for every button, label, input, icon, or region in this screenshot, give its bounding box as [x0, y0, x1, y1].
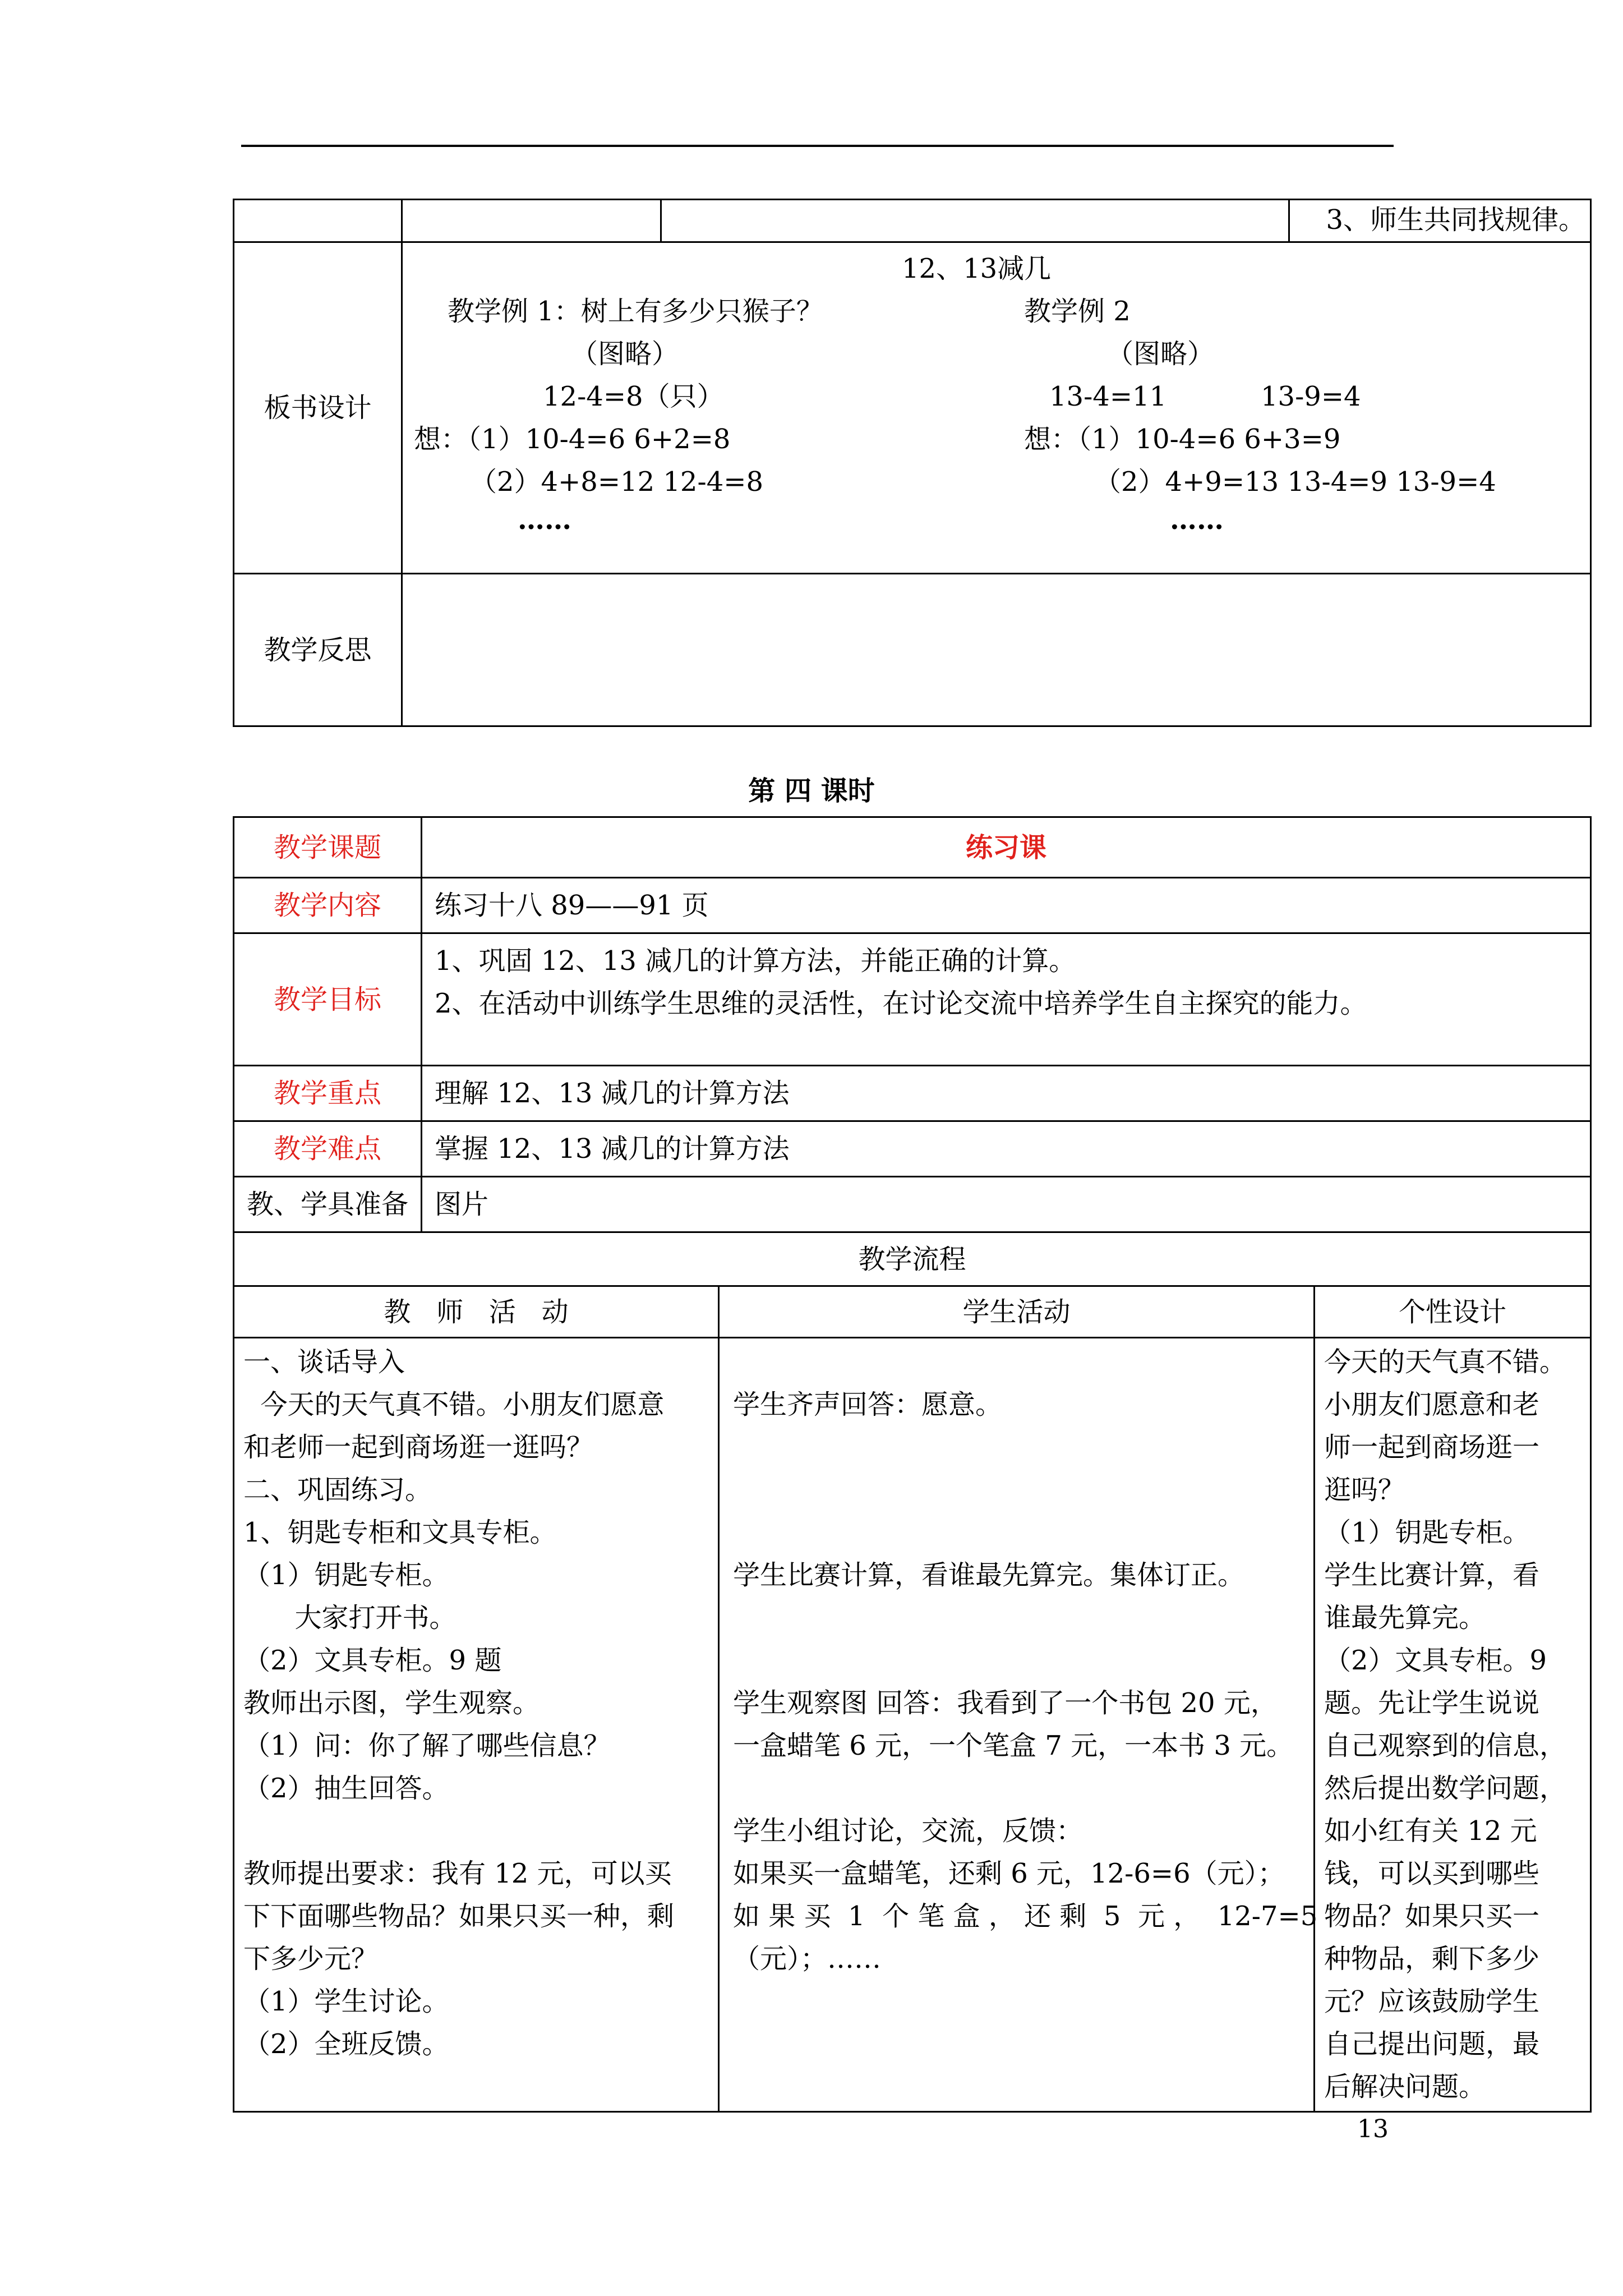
- board-design-content: [402, 242, 1591, 574]
- student-activity-line: 一盒蜡笔 6 元，一个笔盒 7 元，一本书 3 元。: [733, 1730, 1294, 1761]
- top-table: [233, 199, 1592, 727]
- teacher-activity-line: （1）问：你了解了哪些信息？: [243, 1730, 611, 1761]
- teacher-activity-line: 下多少元？: [243, 1943, 379, 1975]
- student-activity-line: [733, 1767, 1302, 1810]
- personal-design-line: 今天的天气真不错。: [1324, 1346, 1567, 1378]
- board-title: 12、13减几: [902, 253, 1052, 284]
- board-left-think-1: 想：（1）10-4=6 6+2=8: [414, 424, 731, 455]
- personal-design-line: 自己提出问题，最: [1324, 2028, 1540, 2060]
- student-activity-line: 学生小组讨论，交流，反馈：: [733, 1815, 1083, 1847]
- teacher-activity-line: 下下面哪些物品？如果只买一种，剩: [243, 1901, 675, 1932]
- teacher-activity-line: 一、谈话导入: [243, 1346, 405, 1378]
- student-activity-cell: [719, 1338, 1318, 2112]
- student-activity-line: [733, 1426, 1302, 1469]
- board-left-equation: 12-4=8（只）: [543, 381, 724, 412]
- flow-title: 教学流程: [234, 1232, 1591, 1286]
- student-activity-header: 学生活动: [719, 1286, 1315, 1338]
- teacher-activity-line: 和老师一起到商场逛一逛吗？: [243, 1432, 594, 1463]
- top-row-0: [234, 200, 1591, 242]
- personal-design-line: 逛吗？: [1324, 1474, 1405, 1506]
- teacher-activity-line: 教师出示图，学生观察。: [243, 1687, 540, 1719]
- content-value: 练习十八 89——91 页: [422, 878, 1591, 933]
- student-activity-line: 如果买一盒蜡笔，还剩 6 元，12-6=6（元）；: [733, 1858, 1285, 1889]
- board-right-equation-1: 13-4=11: [1049, 381, 1167, 412]
- student-activity-line: [733, 1341, 1302, 1383]
- flow-title-row: [234, 1232, 1591, 1286]
- flow-body-row: [234, 1338, 1591, 2112]
- board-left-figure: （图略）: [571, 338, 679, 370]
- lesson-table: [233, 816, 1592, 2113]
- reflection-label: 教学反思: [234, 574, 402, 726]
- board-design-row: [234, 242, 1591, 574]
- board-right-think-2: （2）4+9=13 13-4=9 13-9=4: [1094, 466, 1496, 498]
- personal-design-line: 钱，可以买到哪些: [1324, 1858, 1540, 1889]
- topic-label: 教学课题: [234, 817, 422, 878]
- teacher-activity-lines: [243, 1341, 709, 2065]
- personal-design-line: （2）文具专柜。9: [1324, 1645, 1547, 1676]
- student-activity-line: 学生比赛计算，看谁最先算完。集体订正。: [733, 1559, 1245, 1591]
- student-activity-line: [733, 1596, 1302, 1639]
- personal-design-line: 小朋友们愿意和老: [1324, 1389, 1540, 1420]
- personal-design-line: 元？应该鼓励学生: [1324, 1986, 1540, 2017]
- goals-value: [422, 933, 1591, 1066]
- personal-design-line: 学生比赛计算，看: [1324, 1559, 1540, 1591]
- teacher-activity-line: 教师提出要求：我有 12 元，可以买: [243, 1858, 672, 1889]
- goal-line-1: 1、巩固 12、13 减几的计算方法，并能正确的计算。: [435, 945, 1076, 977]
- board-design-label: 板书设计: [234, 242, 402, 574]
- teacher-activity-line: （2）文具专柜。9 题: [243, 1645, 502, 1676]
- materials-label: 教、学具准备: [234, 1177, 422, 1232]
- lesson-row-difficulty: [234, 1121, 1591, 1177]
- student-activity-line: （元）；……: [733, 1943, 882, 1975]
- board-right-think-1: 想：（1）10-4=6 6+3=9: [1024, 424, 1341, 455]
- board-right-example: 教学例 2: [1024, 296, 1131, 327]
- rule-step-text: 3、师生共同找规律。: [1289, 200, 1591, 242]
- personal-design-line: 物品？如果只买一: [1324, 1901, 1540, 1932]
- teacher-activity-line: （1）学生讨论。: [243, 1986, 449, 2017]
- teacher-activity-cell: [234, 1338, 719, 2112]
- lesson-row-content: [234, 878, 1591, 933]
- personal-design-line: 题。先让学生说说: [1324, 1687, 1540, 1719]
- personal-design-line: 然后提出数学问题，: [1324, 1773, 1567, 1804]
- topic-value: 练习课: [422, 817, 1591, 878]
- header-rule: [241, 145, 1394, 147]
- reflection-content: [402, 574, 1591, 726]
- teacher-activity-line: [243, 1810, 709, 1852]
- personal-design-line: 谁最先算完。: [1324, 1602, 1486, 1634]
- goals-label: 教学目标: [234, 933, 422, 1066]
- teacher-activity-line: 大家打开书。: [243, 1602, 457, 1634]
- personal-design-header: 个性设计: [1315, 1286, 1591, 1338]
- teacher-activity-line: 1、钥匙专柜和文具专柜。: [243, 1517, 557, 1548]
- board-right-figure: （图略）: [1106, 338, 1215, 370]
- flow-header-row: [234, 1286, 1591, 1338]
- personal-design-line: 后解决问题。: [1324, 2071, 1486, 2102]
- personal-design-line: 师一起到商场逛一: [1324, 1432, 1540, 1463]
- teacher-activity-header: 教 师 活 动: [234, 1286, 719, 1338]
- top-row0-cell1: [234, 200, 402, 242]
- reflection-row: [234, 574, 1591, 726]
- student-activity-line: 如 果 买 1 个 笔 盒 ， 还 剩 5 元 ， 12-7=5: [733, 1901, 1318, 1932]
- student-activity-lines: [733, 1341, 1318, 1980]
- materials-value: 图片: [422, 1177, 1591, 1232]
- board-left-example: 教学例 1：树上有多少只猴子？: [448, 296, 823, 327]
- top-row0-cell2: [402, 200, 661, 242]
- student-activity-line: 学生齐声回答：愿意。: [733, 1389, 1003, 1420]
- difficulty-value: 掌握 12、13 减几的计算方法: [422, 1121, 1591, 1177]
- teacher-activity-line: （1）钥匙专柜。: [243, 1559, 449, 1591]
- teacher-activity-line: （2）全班反馈。: [243, 2028, 449, 2060]
- personal-design-lines: [1324, 1341, 1582, 2108]
- personal-design-line: 种物品，剩下多少: [1324, 1943, 1540, 1975]
- lesson-row-goals: [234, 933, 1591, 1066]
- section-heading: 第 四 课时: [748, 775, 875, 807]
- student-activity-line: 学生观察图 回答：我看到了一个书包 20 元，: [733, 1687, 1278, 1719]
- key-point-label: 教学重点: [234, 1066, 422, 1121]
- lesson-row-topic: [234, 817, 1591, 878]
- board-right-equation-2: 13-9=4: [1261, 381, 1361, 412]
- board-right-dots: ……: [1170, 504, 1224, 536]
- lesson-row-key: [234, 1066, 1591, 1121]
- teacher-activity-line: （2）抽生回答。: [243, 1773, 449, 1804]
- student-activity-line: [733, 1639, 1302, 1682]
- top-row0-cell3: [661, 200, 1289, 242]
- goal-line-2: 2、在活动中训练学生思维的灵活性，在讨论交流中培养学生自主探究的能力。: [435, 988, 1367, 1019]
- teacher-activity-line: 今天的天气真不错。小朋友们愿意: [243, 1389, 665, 1420]
- key-point-value: 理解 12、13 减几的计算方法: [422, 1066, 1591, 1121]
- difficulty-label: 教学难点: [234, 1121, 422, 1177]
- student-activity-line: [733, 1511, 1302, 1554]
- personal-design-line: （1）钥匙专柜。: [1324, 1517, 1530, 1548]
- student-activity-line: [733, 1469, 1302, 1511]
- page-number: 13: [1357, 2115, 1389, 2143]
- teacher-activity-line: 二、巩固练习。: [243, 1474, 432, 1506]
- board-left-think-2: （2）4+8=12 12-4=8: [470, 466, 763, 498]
- board-left-dots: ……: [518, 504, 571, 536]
- content-label: 教学内容: [234, 878, 422, 933]
- personal-design-cell: [1315, 1338, 1591, 2112]
- personal-design-line: 自己观察到的信息，: [1324, 1730, 1567, 1761]
- personal-design-line: 如小红有关 12 元: [1324, 1815, 1537, 1847]
- lesson-row-materials: [234, 1177, 1591, 1232]
